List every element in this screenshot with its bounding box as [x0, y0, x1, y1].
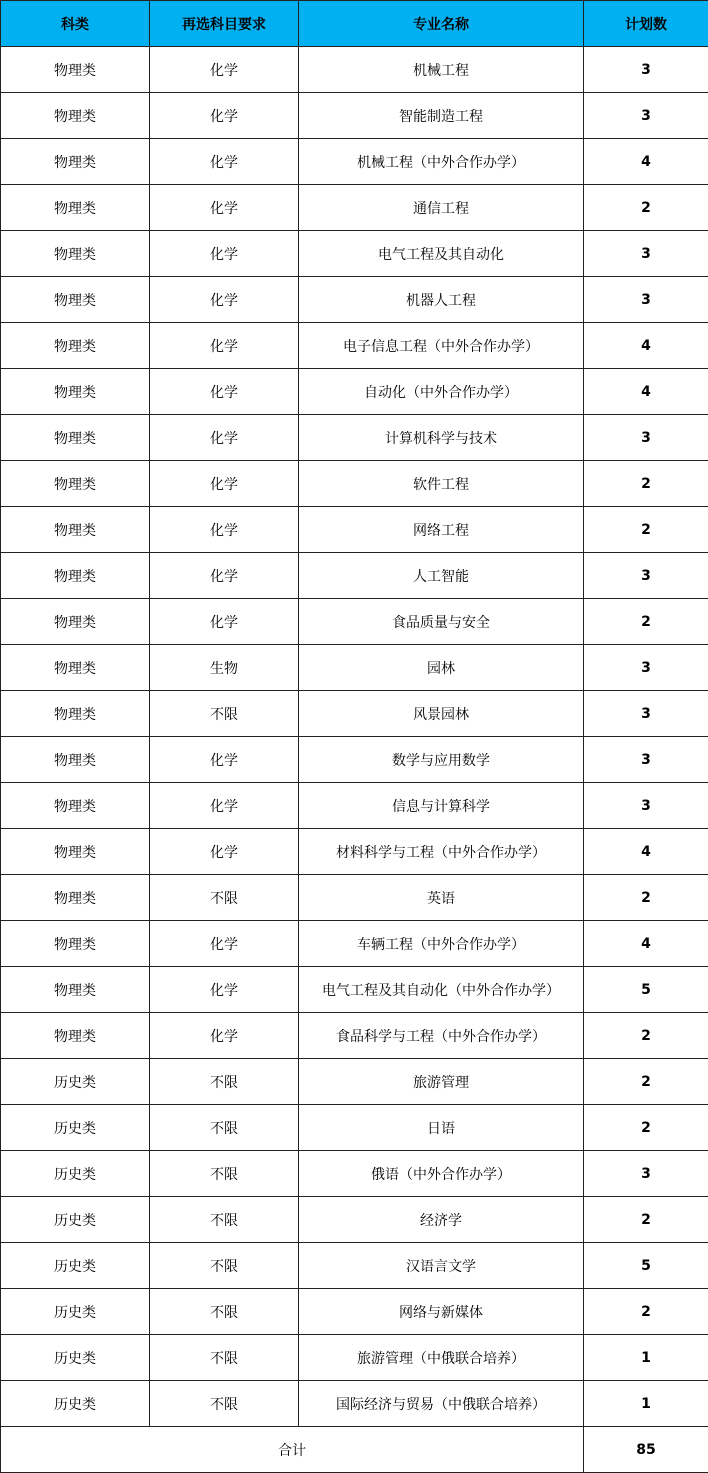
cell-category: 物理类 [1, 93, 150, 139]
cell-category: 物理类 [1, 507, 150, 553]
cell-major: 电子信息工程（中外合作办学） [299, 323, 584, 369]
table-header [1, 1, 708, 47]
cell-subject-requirement: 不限 [150, 1381, 299, 1427]
cell-plan-count: 3 [584, 737, 708, 783]
cell-subject-requirement: 化学 [150, 139, 299, 185]
cell-plan-count: 2 [584, 507, 708, 553]
cell-category: 历史类 [1, 1105, 150, 1151]
cell-major: 风景园林 [299, 691, 584, 737]
table-row [1, 783, 708, 829]
table-row [1, 1289, 708, 1335]
cell-subject-requirement: 化学 [150, 783, 299, 829]
table-row [1, 829, 708, 875]
table-row [1, 507, 708, 553]
cell-category: 物理类 [1, 369, 150, 415]
cell-major: 计算机科学与技术 [299, 415, 584, 461]
cell-category: 物理类 [1, 553, 150, 599]
cell-subject-requirement: 化学 [150, 277, 299, 323]
cell-subject-requirement: 化学 [150, 415, 299, 461]
cell-plan-count: 2 [584, 1013, 708, 1059]
table-row [1, 1105, 708, 1151]
cell-subject-requirement: 化学 [150, 47, 299, 93]
cell-subject-requirement: 化学 [150, 323, 299, 369]
cell-subject-requirement: 化学 [150, 737, 299, 783]
cell-plan-count: 3 [584, 47, 708, 93]
cell-major: 旅游管理 [299, 1059, 584, 1105]
cell-plan-count: 3 [584, 231, 708, 277]
cell-plan-count: 4 [584, 139, 708, 185]
cell-category: 物理类 [1, 415, 150, 461]
total-row [1, 1427, 708, 1473]
cell-major: 人工智能 [299, 553, 584, 599]
table-footer [1, 1427, 708, 1473]
table-row [1, 231, 708, 277]
cell-category: 物理类 [1, 829, 150, 875]
cell-plan-count: 3 [584, 553, 708, 599]
table-row [1, 967, 708, 1013]
cell-category: 历史类 [1, 1243, 150, 1289]
table-row [1, 47, 708, 93]
cell-plan-count: 3 [584, 1151, 708, 1197]
cell-major: 机械工程 [299, 47, 584, 93]
table-row [1, 1197, 708, 1243]
cell-category: 历史类 [1, 1289, 150, 1335]
header-major: 专业名称 [299, 1, 584, 47]
cell-category: 物理类 [1, 1013, 150, 1059]
cell-subject-requirement: 不限 [150, 1105, 299, 1151]
table-row [1, 875, 708, 921]
cell-major: 旅游管理（中俄联合培养） [299, 1335, 584, 1381]
table-row [1, 277, 708, 323]
header-category: 科类 [1, 1, 150, 47]
table-row [1, 369, 708, 415]
cell-subject-requirement: 化学 [150, 967, 299, 1013]
cell-plan-count: 2 [584, 1289, 708, 1335]
table-row [1, 415, 708, 461]
table-row [1, 691, 708, 737]
cell-major: 机械工程（中外合作办学） [299, 139, 584, 185]
total-count: 85 [584, 1427, 708, 1473]
cell-major: 通信工程 [299, 185, 584, 231]
cell-category: 历史类 [1, 1197, 150, 1243]
cell-subject-requirement: 化学 [150, 231, 299, 277]
cell-category: 物理类 [1, 645, 150, 691]
header-row [1, 1, 708, 47]
cell-category: 历史类 [1, 1151, 150, 1197]
cell-plan-count: 2 [584, 1197, 708, 1243]
cell-major: 信息与计算科学 [299, 783, 584, 829]
cell-category: 物理类 [1, 323, 150, 369]
table-row [1, 1243, 708, 1289]
cell-subject-requirement: 化学 [150, 185, 299, 231]
cell-plan-count: 3 [584, 645, 708, 691]
table-row [1, 139, 708, 185]
cell-major: 汉语言文学 [299, 1243, 584, 1289]
cell-subject-requirement: 不限 [150, 1335, 299, 1381]
table-row [1, 93, 708, 139]
cell-subject-requirement: 化学 [150, 599, 299, 645]
cell-major: 网络与新媒体 [299, 1289, 584, 1335]
cell-subject-requirement: 不限 [150, 1059, 299, 1105]
cell-plan-count: 3 [584, 415, 708, 461]
cell-subject-requirement: 不限 [150, 691, 299, 737]
header-plan-count: 计划数 [584, 1, 708, 47]
cell-plan-count: 3 [584, 783, 708, 829]
table-row [1, 599, 708, 645]
cell-plan-count: 4 [584, 829, 708, 875]
cell-subject-requirement: 化学 [150, 461, 299, 507]
cell-major: 国际经济与贸易（中俄联合培养） [299, 1381, 584, 1427]
cell-plan-count: 3 [584, 93, 708, 139]
cell-plan-count: 1 [584, 1335, 708, 1381]
cell-category: 物理类 [1, 277, 150, 323]
cell-plan-count: 2 [584, 185, 708, 231]
cell-major: 食品质量与安全 [299, 599, 584, 645]
cell-subject-requirement: 化学 [150, 553, 299, 599]
cell-subject-requirement: 化学 [150, 829, 299, 875]
table-row [1, 185, 708, 231]
table-row [1, 921, 708, 967]
cell-plan-count: 3 [584, 691, 708, 737]
cell-category: 物理类 [1, 783, 150, 829]
cell-subject-requirement: 不限 [150, 1151, 299, 1197]
cell-category: 物理类 [1, 599, 150, 645]
table-row [1, 1381, 708, 1427]
cell-category: 物理类 [1, 185, 150, 231]
table-row [1, 1335, 708, 1381]
cell-major: 电气工程及其自动化（中外合作办学） [299, 967, 584, 1013]
cell-major: 俄语（中外合作办学） [299, 1151, 584, 1197]
cell-category: 历史类 [1, 1381, 150, 1427]
cell-plan-count: 4 [584, 323, 708, 369]
cell-major: 智能制造工程 [299, 93, 584, 139]
cell-major: 车辆工程（中外合作办学） [299, 921, 584, 967]
cell-category: 历史类 [1, 1059, 150, 1105]
table-row [1, 323, 708, 369]
cell-category: 物理类 [1, 139, 150, 185]
cell-subject-requirement: 化学 [150, 93, 299, 139]
cell-subject-requirement: 化学 [150, 921, 299, 967]
table-row [1, 1059, 708, 1105]
cell-category: 物理类 [1, 47, 150, 93]
cell-major: 自动化（中外合作办学） [299, 369, 584, 415]
cell-major: 园林 [299, 645, 584, 691]
cell-major: 数学与应用数学 [299, 737, 584, 783]
cell-major: 电气工程及其自动化 [299, 231, 584, 277]
cell-plan-count: 5 [584, 1243, 708, 1289]
cell-category: 历史类 [1, 1335, 150, 1381]
cell-subject-requirement: 不限 [150, 1289, 299, 1335]
cell-subject-requirement: 化学 [150, 1013, 299, 1059]
cell-subject-requirement: 不限 [150, 1243, 299, 1289]
cell-major: 软件工程 [299, 461, 584, 507]
cell-major: 食品科学与工程（中外合作办学） [299, 1013, 584, 1059]
table-row [1, 1013, 708, 1059]
cell-plan-count: 4 [584, 369, 708, 415]
cell-major: 网络工程 [299, 507, 584, 553]
cell-plan-count: 5 [584, 967, 708, 1013]
cell-category: 物理类 [1, 921, 150, 967]
header-subject-requirement: 再选科目要求 [150, 1, 299, 47]
cell-plan-count: 2 [584, 875, 708, 921]
table-row [1, 737, 708, 783]
cell-category: 物理类 [1, 231, 150, 277]
table-row [1, 645, 708, 691]
cell-category: 物理类 [1, 967, 150, 1013]
cell-major: 经济学 [299, 1197, 584, 1243]
cell-plan-count: 2 [584, 1059, 708, 1105]
cell-major: 英语 [299, 875, 584, 921]
total-label: 合计 [1, 1427, 584, 1473]
cell-major: 材料科学与工程（中外合作办学） [299, 829, 584, 875]
cell-major: 机器人工程 [299, 277, 584, 323]
cell-subject-requirement: 不限 [150, 1197, 299, 1243]
cell-plan-count: 2 [584, 461, 708, 507]
cell-category: 物理类 [1, 461, 150, 507]
cell-subject-requirement: 生物 [150, 645, 299, 691]
cell-category: 物理类 [1, 737, 150, 783]
cell-subject-requirement: 不限 [150, 875, 299, 921]
cell-plan-count: 2 [584, 599, 708, 645]
table-row [1, 1151, 708, 1197]
cell-category: 物理类 [1, 691, 150, 737]
cell-plan-count: 4 [584, 921, 708, 967]
table-row [1, 553, 708, 599]
cell-major: 日语 [299, 1105, 584, 1151]
cell-subject-requirement: 化学 [150, 507, 299, 553]
cell-category: 物理类 [1, 875, 150, 921]
cell-plan-count: 2 [584, 1105, 708, 1151]
cell-subject-requirement: 化学 [150, 369, 299, 415]
cell-plan-count: 1 [584, 1381, 708, 1427]
table-body [1, 47, 708, 1427]
cell-plan-count: 3 [584, 277, 708, 323]
table-row [1, 461, 708, 507]
